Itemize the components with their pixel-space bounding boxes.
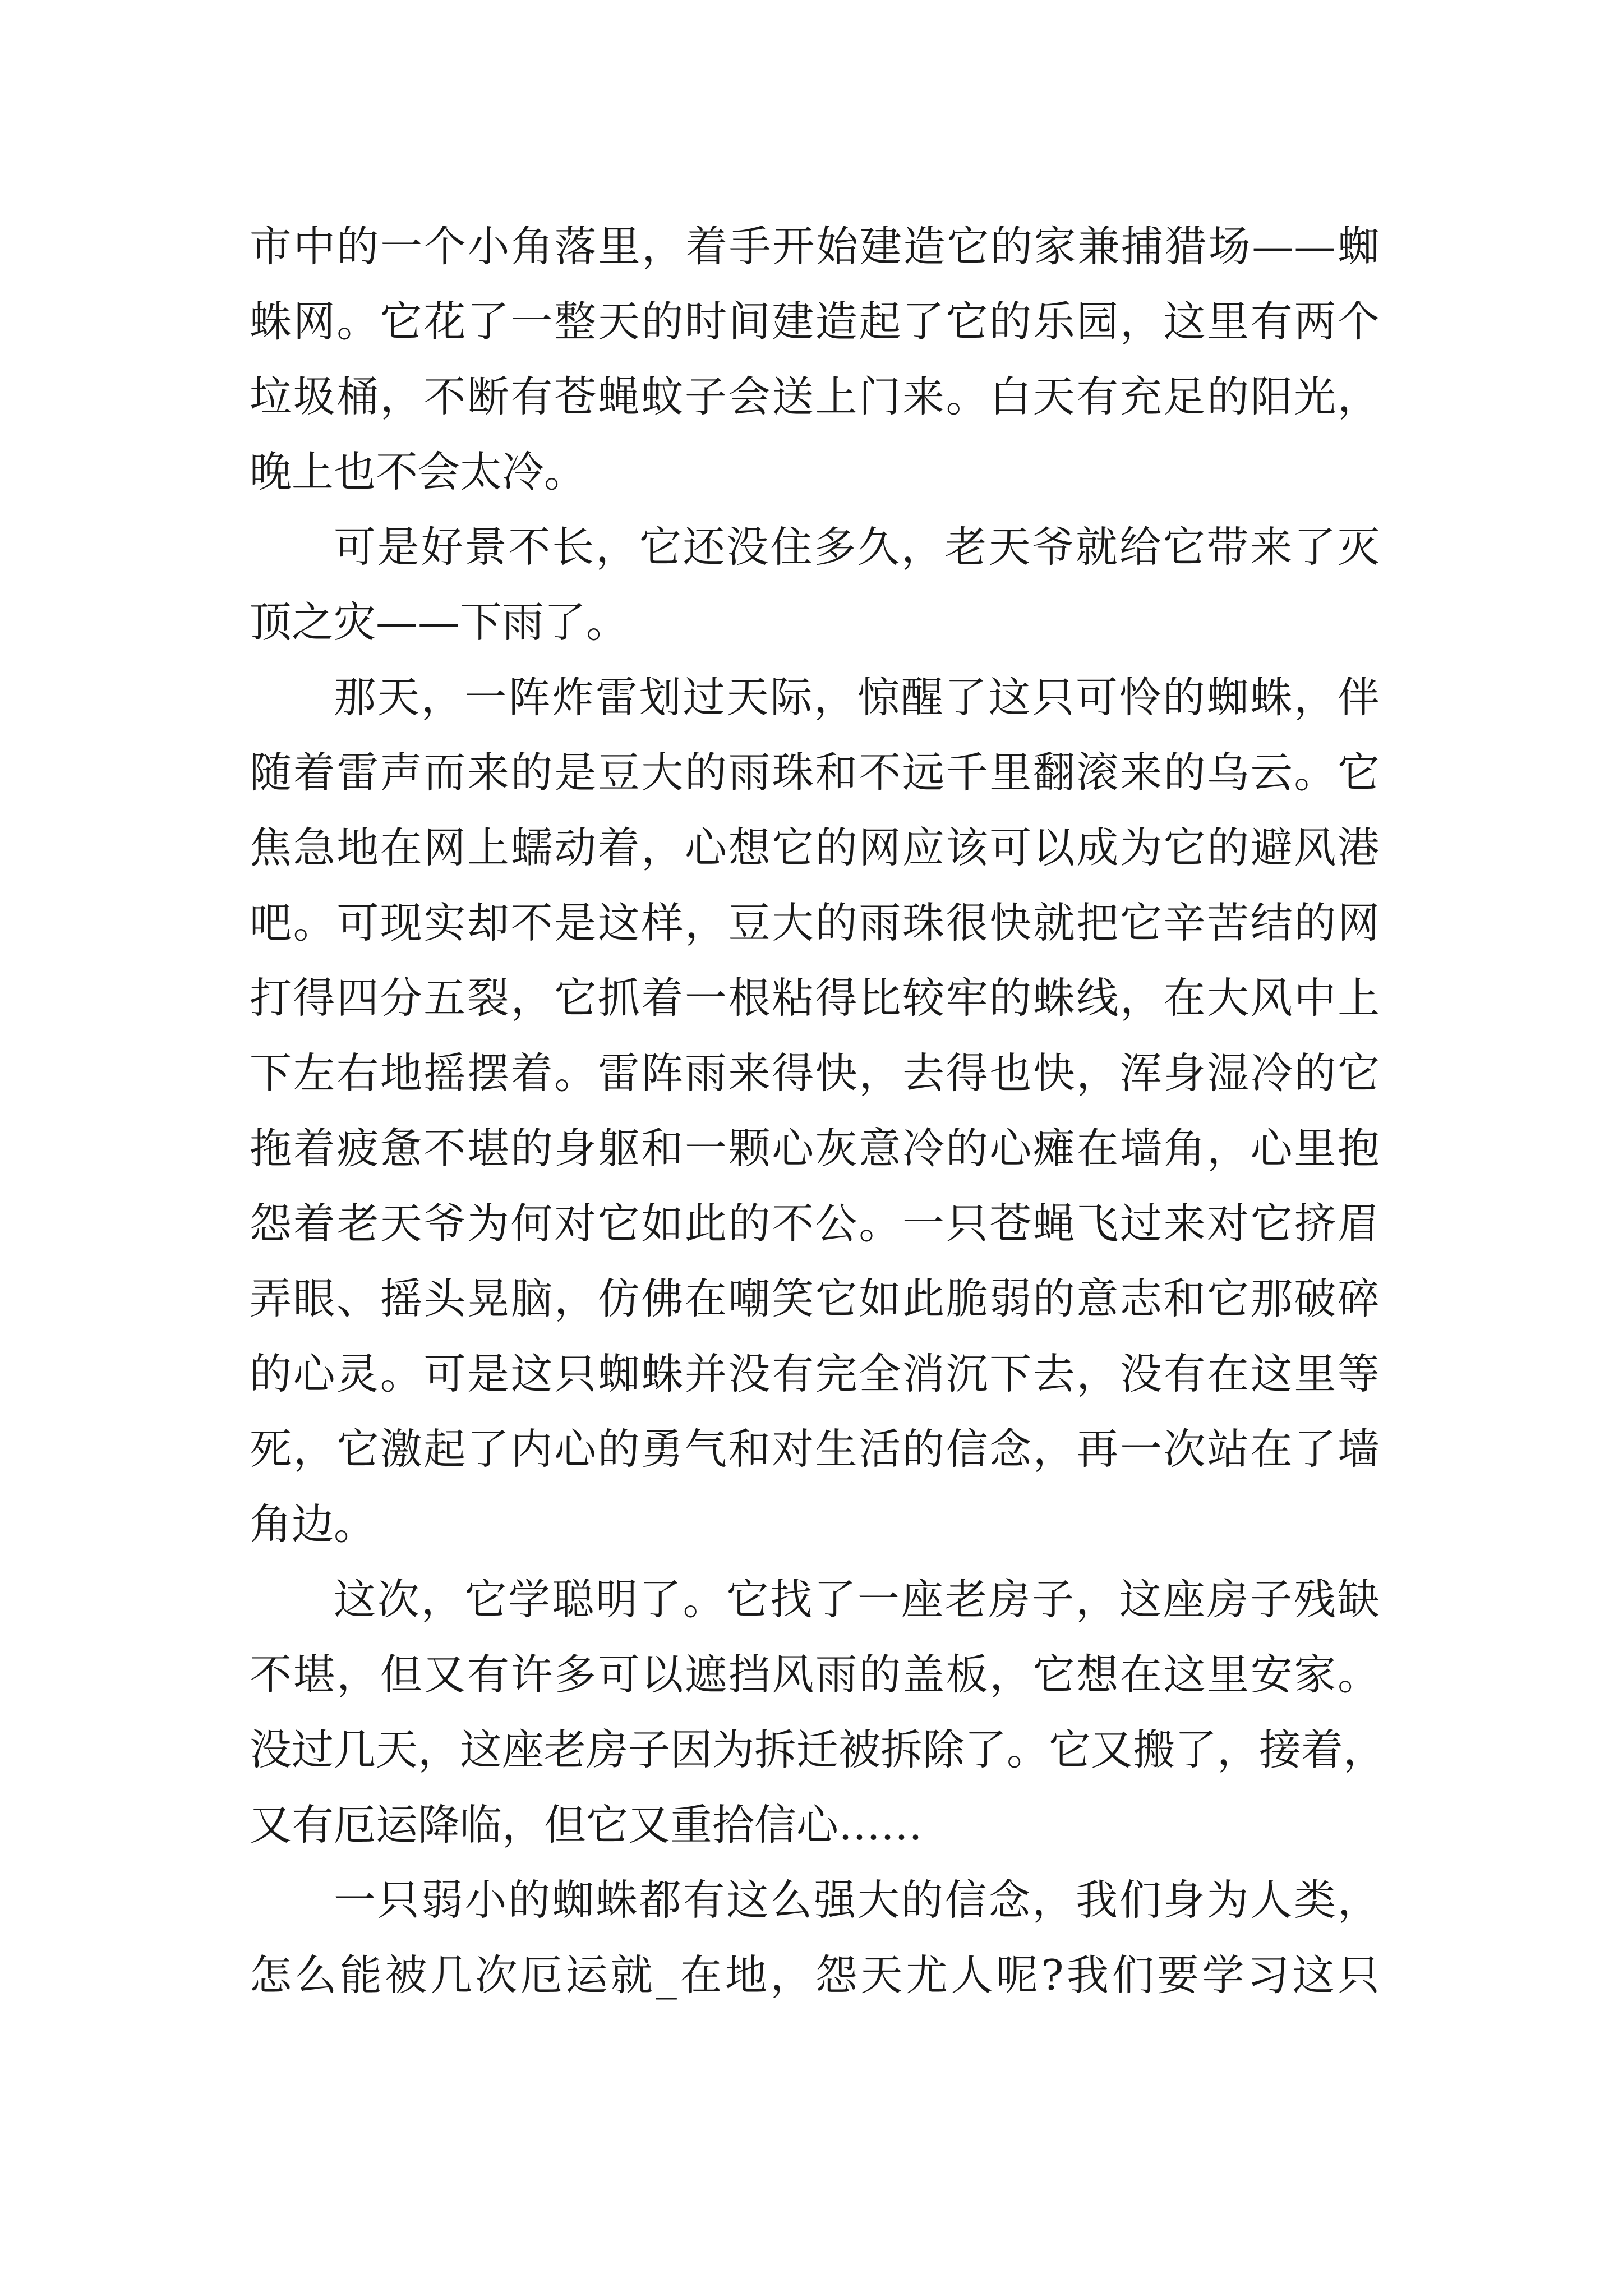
paragraph-3 — [250, 660, 1380, 1562]
body-text — [250, 209, 1386, 2013]
text-line: 又有厄运降临，但它又重拾信心…… — [250, 1800, 923, 1849]
text-line: 焦急地在网上蠕动着，心想它的网应该可以成为它的避风港 — [250, 823, 1380, 872]
paragraph-4 — [250, 1562, 1386, 1862]
text-line: 这次，它学聪明了。它找了一座老房子，这座房子残缺 — [334, 1575, 1380, 1624]
text-line: 一只弱小的蜘蛛都有这么强大的信念，我们身为人类， — [334, 1875, 1380, 1925]
text-line: 吧。可现实却不是这样，豆大的雨珠很快就把它辛苦结的网 — [250, 898, 1380, 947]
text-line: 垃圾桶，不断有苍蝇蚊子会送上门来。白天有充足的阳光， — [250, 372, 1380, 421]
text-line: 顶之灾——下雨了。 — [250, 597, 629, 647]
text-line: 晚上也不会太冷。 — [250, 447, 587, 496]
text-line: 死，它激起了内心的勇气和对生活的信念，再一次站在了墙 — [250, 1424, 1380, 1474]
text-line: 随着雷声而来的是豆大的雨珠和不远千里翻滚来的乌云。它 — [250, 748, 1380, 797]
text-line: 弄眼、摇头晃脑，仿佛在嘲笑它如此脆弱的意志和它那破碎 — [250, 1274, 1380, 1323]
paragraph-2 — [250, 509, 1380, 660]
text-line: 那天，一阵炸雷划过天际，惊醒了这只可怜的蜘蛛，伴 — [334, 673, 1380, 722]
text-line: 市中的一个小角落里，着手开始建造它的家兼捕猎场——蜘 — [250, 222, 1380, 271]
paragraph-5 — [250, 1862, 1380, 2013]
text-line: 角边。 — [250, 1499, 376, 1549]
text-line: 怎么能被几次厄运就_在地，怨天尤人呢?我们要学习这只 — [250, 1950, 1380, 2000]
text-line: 蛛网。它花了一整天的时间建造起了它的乐园，这里有两个 — [250, 297, 1380, 346]
text-line: 打得四分五裂，它抓着一根粘得比较牢的蛛线，在大风中上 — [250, 973, 1380, 1023]
text-line: 怨着老天爷为何对它如此的不公。一只苍蝇飞过来对它挤眉 — [250, 1199, 1380, 1248]
text-line: 没过几天，这座老房子因为拆迁被拆除了。它又搬了，接着， — [250, 1725, 1386, 1774]
text-line: 拖着疲惫不堪的身躯和一颗心灰意冷的心瘫在墙角，心里抱 — [250, 1124, 1380, 1173]
text-line: 的心灵。可是这只蜘蛛并没有完全消沉下去，没有在这里等 — [250, 1349, 1380, 1398]
text-line: 不堪，但又有许多可以遮挡风雨的盖板，它想在这里安家。 — [250, 1650, 1380, 1699]
text-line: 下左右地摇摆着。雷阵雨来得快，去得也快，浑身湿冷的它 — [250, 1048, 1380, 1098]
paragraph-1 — [250, 209, 1380, 509]
text-line: 可是好景不长，它还没住多久，老天爷就给它带来了灭 — [334, 522, 1380, 572]
